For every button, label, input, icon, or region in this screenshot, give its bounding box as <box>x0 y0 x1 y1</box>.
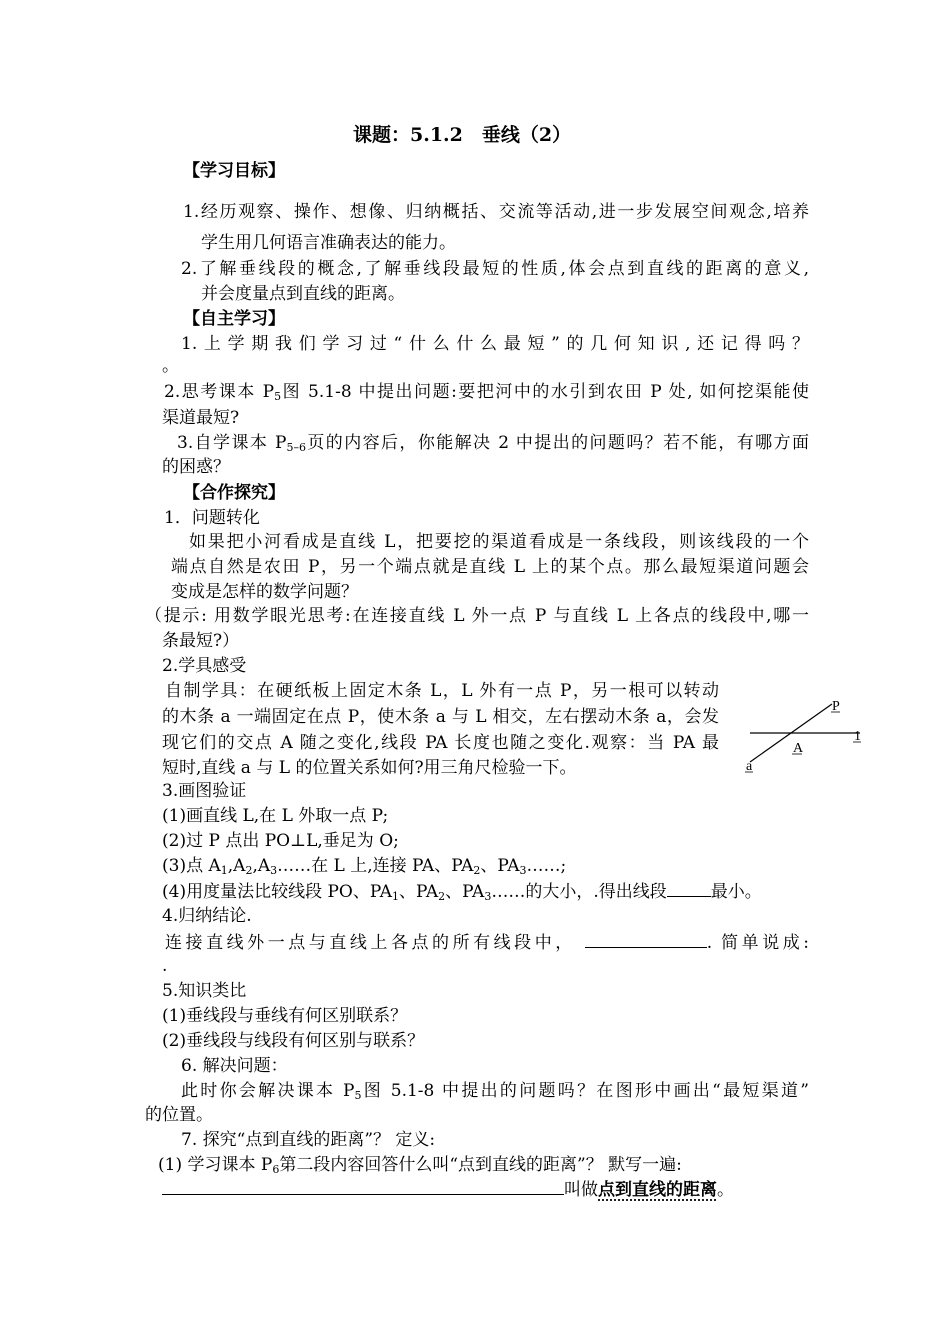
explore-p2-line-d: 短时,直线 a 与 L 的位置关系如何?用三角尺检验一下。 <box>162 758 577 778</box>
definition-answer-line <box>162 1178 734 1201</box>
conclusion-end: . <box>162 956 168 976</box>
conclusion-text: 连接直线外一点与直线上各点的所有线段中， <box>165 933 576 953</box>
subscript: 2 <box>245 864 253 877</box>
subscript: 5 <box>354 1089 362 1102</box>
conclusion-text: . 简单说成: <box>706 933 810 953</box>
subscript: 3 <box>519 864 527 877</box>
label-a-point: A <box>793 741 804 756</box>
explore-heading-2: 2.学具感受 <box>162 656 247 676</box>
explore-p2-line-b: 的木条 a 一端固定在点 P，使木条 a 与 L 相交，左右摆动木条 a，会发 <box>162 707 719 727</box>
self-study-q2-line-b: 渠道最短? <box>162 408 240 428</box>
step-3-text: ,A <box>227 856 246 876</box>
goal-2-line-a: 2.了解垂线段的概念,了解垂线段最短的性质,体会点到直线的距离的意义, <box>181 259 809 279</box>
subscript: 2 <box>473 864 481 877</box>
definition-text: 第二段内容回答什么叫“点到直线的距离”？ 默写一遍: <box>279 1155 682 1175</box>
explore-p1-line-c: 变成是怎样的数学问题？ <box>171 582 358 602</box>
self-study-q3 <box>177 432 809 454</box>
explore-heading-7: 7. 探究“点到直线的距离”？ 定义: <box>181 1130 436 1150</box>
step-3-text: ……; <box>526 856 567 876</box>
subscript: 1 <box>220 864 228 877</box>
knowledge-q2: (2)垂线段与线段有何区别与联系？ <box>162 1031 425 1051</box>
explore-heading-4: 4.归纳结论. <box>162 906 252 926</box>
explore-heading-1: 1．问题转化 <box>164 508 260 528</box>
section-heading-self-study: 【自主学习】 <box>183 309 285 329</box>
step-2: (2)过 P 点出 PO⊥L,垂足为 O; <box>162 831 399 851</box>
explore-heading-6: 6. 解决问题： <box>181 1056 288 1076</box>
definition-term: 点到直线的距离 <box>598 1180 717 1200</box>
section-heading-cooperate: 【合作探究】 <box>183 483 285 503</box>
step-4-text: ……的大小，.得出线段 <box>491 882 667 902</box>
step-4-text: 、PA <box>399 882 439 902</box>
self-study-q2-sub: 5 <box>274 390 282 403</box>
explore-p1-line-b: 端点自然是农田 P，另一个端点就是直线 L 上的某个点。那么最短渠道问题会 <box>171 557 809 577</box>
self-study-q3-line-b: 的困惑？ <box>162 457 230 477</box>
solve-text: 此时你会解决课本 P <box>181 1081 355 1101</box>
step-3-text: (3)点 A <box>162 856 221 876</box>
step-3-text: ,A <box>252 856 271 876</box>
label-p: P <box>832 699 840 714</box>
label-a-line: a <box>746 759 753 774</box>
page-title: 课题：5.1.2 垂线（2） <box>353 124 572 146</box>
subscript: 3 <box>270 864 278 877</box>
subscript: 3 <box>484 890 492 903</box>
explore-p2-line-a: 自制学具：在硬纸板上固定木条 L，L 外有一点 P，另一根可以转动 <box>165 681 719 701</box>
self-study-q1-end: 。 <box>162 356 179 376</box>
explore-heading-5: 5.知识类比 <box>162 981 247 1001</box>
subscript: 6 <box>272 1163 280 1176</box>
step-3-text: ……在 L 上,连接 PA、PA <box>277 856 474 876</box>
goal-2-line-b: 并会度量点到直线的距离。 <box>201 284 405 304</box>
self-study-q3-post: 页的内容后，你能解决 2 中提出的问题吗？若不能，有哪方面 <box>306 433 809 453</box>
explore-p2-line-c: 现它们的交点 A 随之变化,线段 PA 长度也随之变化.观察：当 PA 最 <box>162 733 719 753</box>
subscript: 1 <box>392 890 400 903</box>
label-l: 1 <box>854 729 861 744</box>
explore-heading-3: 3.画图验证 <box>162 781 247 801</box>
definition-text: (1) 学习课本 P <box>158 1155 273 1175</box>
step-4 <box>162 880 762 903</box>
solve-line-a <box>181 1080 809 1102</box>
subscript: 2 <box>438 890 446 903</box>
goal-1-line-b: 学生用几何语言准确表达的能力。 <box>201 233 456 253</box>
answer-blank-shortest[interactable] <box>667 880 711 897</box>
self-study-q3-pre: 3.自学课本 P <box>177 433 287 453</box>
self-study-q2 <box>164 381 809 403</box>
explore-hint-line-a: （提示: 用数学眼光思考:在连接直线 L 外一点 P 与直线 L 上各点的线段中,哪一 <box>145 606 809 626</box>
self-study-q2-post: 图 5.1-8 中提出问题:要把河中的水引到农田 P 处, 如何挖渠能使 <box>281 382 809 402</box>
solve-line-b: 的位置。 <box>145 1105 213 1125</box>
explore-hint-line-b: 条最短?） <box>162 631 240 651</box>
step-4-text: 最小。 <box>710 882 762 902</box>
explore-p1-line-a: 如果把小河看成是直线 L，把要挖的渠道看成是一条线段，则该线段的一个 <box>189 532 809 552</box>
geometry-figure <box>740 690 870 780</box>
knowledge-q1: (1)垂线段与垂线有何区别联系？ <box>162 1006 408 1026</box>
self-study-q1: 1.上学期我们学习过“什么什么最短”的几何知识,还记得吗？ <box>181 334 809 354</box>
solve-text: 图 5.1-8 中提出的问题吗？在图形中画出“最短渠道” <box>361 1081 809 1101</box>
step-3-text: 、PA <box>480 856 520 876</box>
self-study-q2-pre: 2.思考课本 P <box>164 382 275 402</box>
step-3 <box>162 855 566 877</box>
step-4-text: 、PA <box>445 882 485 902</box>
step-1: (1)画直线 L,在 L 外取一点 P; <box>162 806 389 826</box>
definition-q1 <box>158 1154 682 1176</box>
step-4-text: (4)用度量法比较线段 PO、PA <box>162 882 393 902</box>
section-heading-goals: 【学习目标】 <box>183 161 285 181</box>
answer-blank-definition[interactable] <box>162 1178 564 1195</box>
definition-text: 叫做 <box>564 1180 598 1200</box>
conclusion-line <box>165 931 809 954</box>
self-study-q3-sub: 5–6 <box>286 441 306 454</box>
goal-1-line-a: 1.经历观察、操作、想像、归纳概括、交流等活动,进一步发展空间观念,培养 <box>183 202 809 222</box>
definition-text: 。 <box>717 1180 734 1200</box>
answer-blank-conclusion[interactable] <box>585 931 707 948</box>
